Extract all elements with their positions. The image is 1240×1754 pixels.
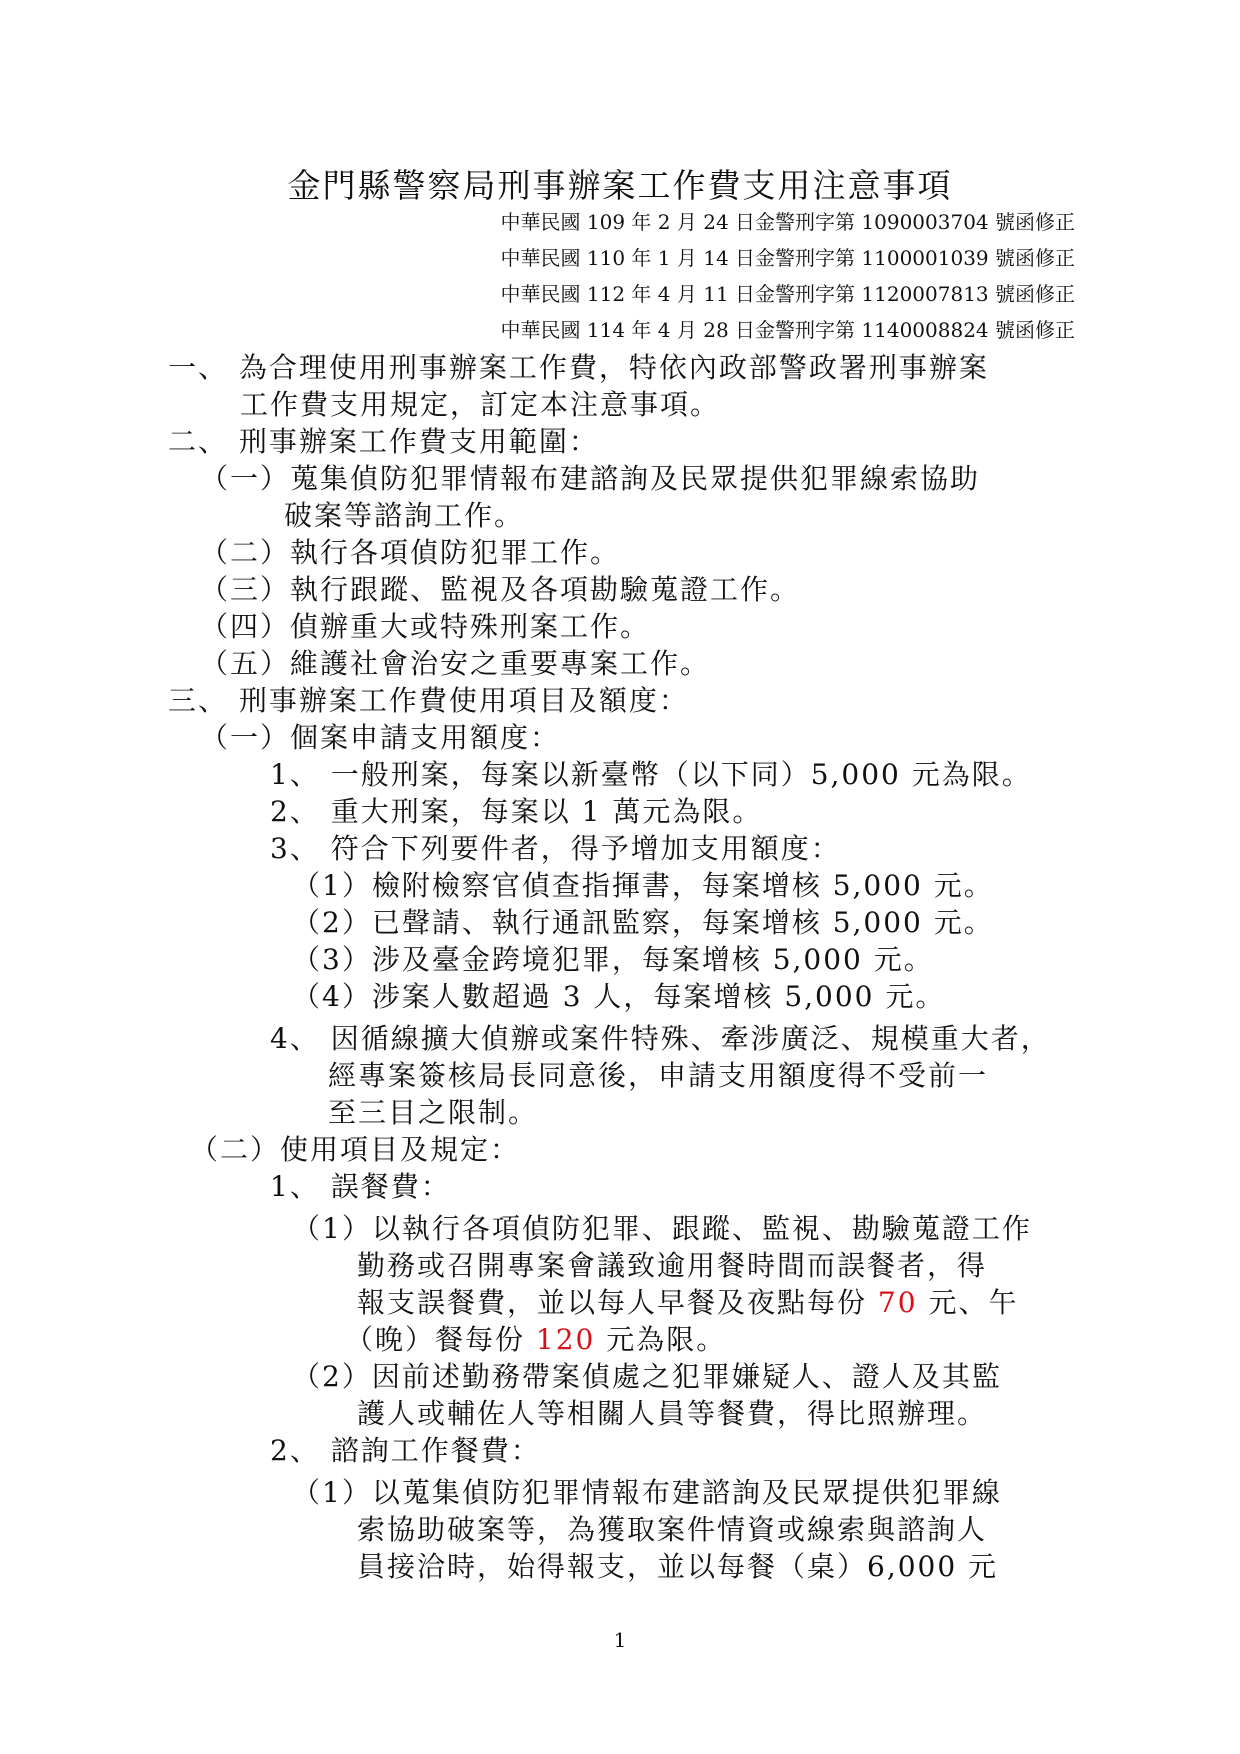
list-item: （2）已聲請、執行通訊監察，每案增核 5,000 元。 bbox=[292, 906, 994, 939]
list-item: 1、 誤餐費： bbox=[270, 1170, 451, 1203]
list-item: （二）使用項目及規定： bbox=[190, 1133, 521, 1166]
revision-note: 中華民國 109 年 2 月 24 日金警刑字第 1090003704 號函修正 bbox=[500, 210, 1075, 234]
paragraph-line: 索協助破案等，為獲取案件情資或線索與諮詢人 bbox=[357, 1513, 988, 1546]
list-item: （三）執行跟蹤、監視及各項勘驗蒐證工作。 bbox=[200, 573, 801, 606]
list-item: 1、 一般刑案，每案以新臺幣（以下同）5,000 元為限。 bbox=[270, 758, 1032, 791]
list-item: （一）蒐集偵防犯罪情報布建諮詢及民眾提供犯罪線索協助 bbox=[200, 462, 981, 495]
meal-text: 報支誤餐費，並以每人早餐及夜點每份 bbox=[357, 1286, 878, 1319]
page-number: 1 bbox=[613, 1628, 627, 1652]
meal-text: 元、午 bbox=[917, 1286, 1019, 1319]
lunch-amount: 120 bbox=[535, 1323, 596, 1356]
revision-note: 中華民國 114 年 4 月 28 日金警刑字第 1140008824 號函修正 bbox=[500, 318, 1075, 342]
paragraph-line: 員接洽時，始得報支，並以每餐（桌）6,000 元 bbox=[357, 1550, 999, 1583]
list-item: （3）涉及臺金跨境犯罪，每案增核 5,000 元。 bbox=[292, 943, 934, 976]
breakfast-amount: 70 bbox=[877, 1286, 918, 1319]
list-item: （2）因前述勤務帶案偵處之犯罪嫌疑人、證人及其監 bbox=[292, 1360, 1002, 1393]
meal-text: 元為限。 bbox=[595, 1323, 727, 1356]
paragraph-line bbox=[357, 1285, 1018, 1321]
revision-note: 中華民國 110 年 1 月 14 日金警刑字第 1100001039 號函修正 bbox=[500, 246, 1075, 270]
list-item: （1）檢附檢察官偵查指揮書，每案增核 5,000 元。 bbox=[292, 869, 994, 902]
list-item: （4）涉案人數超過 3 人，每案增核 5,000 元。 bbox=[292, 980, 946, 1013]
list-item: （一）個案申請支用額度： bbox=[200, 721, 561, 754]
paragraph-line: 護人或輔佐人等相關人員等餐費，得比照辦理。 bbox=[357, 1397, 988, 1430]
list-item: 2、 諮詢工作餐費： bbox=[270, 1434, 541, 1467]
section-heading: 二、 刑事辦案工作費支用範圍： bbox=[168, 425, 599, 458]
list-item: 2、 重大刑案，每案以 1 萬元為限。 bbox=[270, 795, 763, 828]
paragraph-line: 經專案簽核局長同意後，申請支用額度得不受前一 bbox=[328, 1059, 989, 1092]
paragraph-line: 勤務或召開專案會議致逾用餐時間而誤餐者，得 bbox=[357, 1249, 988, 1282]
list-item: （四）偵辦重大或特殊刑案工作。 bbox=[200, 610, 651, 643]
paragraph-line: 破案等諮詢工作。 bbox=[284, 499, 525, 532]
paragraph-line bbox=[345, 1322, 726, 1358]
meal-text: （晚）餐每份 bbox=[345, 1323, 536, 1356]
list-item: （二）執行各項偵防犯罪工作。 bbox=[200, 536, 621, 569]
paragraph-line: 至三目之限制。 bbox=[328, 1096, 539, 1129]
list-item: 4、 因循線擴大偵辦或案件特殊、牽涉廣泛、規模重大者， bbox=[270, 1022, 1051, 1055]
revision-note: 中華民國 112 年 4 月 11 日金警刑字第 1120007813 號函修正 bbox=[500, 282, 1075, 306]
list-item: 3、 符合下列要件者，得予增加支用額度： bbox=[270, 832, 841, 865]
list-item: （五）維護社會治安之重要專案工作。 bbox=[200, 647, 711, 680]
document-title: 金門縣警察局刑事辦案工作費支用注意事項 bbox=[287, 166, 953, 205]
list-item: （1）以執行各項偵防犯罪、跟蹤、監視、勘驗蒐證工作 bbox=[292, 1212, 1032, 1245]
paragraph-line: 工作費支用規定，訂定本注意事項。 bbox=[240, 388, 721, 421]
section-heading: 三、 刑事辦案工作費使用項目及額度： bbox=[168, 684, 689, 717]
section-heading: 一、 為合理使用刑事辦案工作費，特依內政部警政署刑事辦案 bbox=[168, 351, 989, 384]
list-item: （1）以蒐集偵防犯罪情報布建諮詢及民眾提供犯罪線 bbox=[292, 1476, 1002, 1509]
